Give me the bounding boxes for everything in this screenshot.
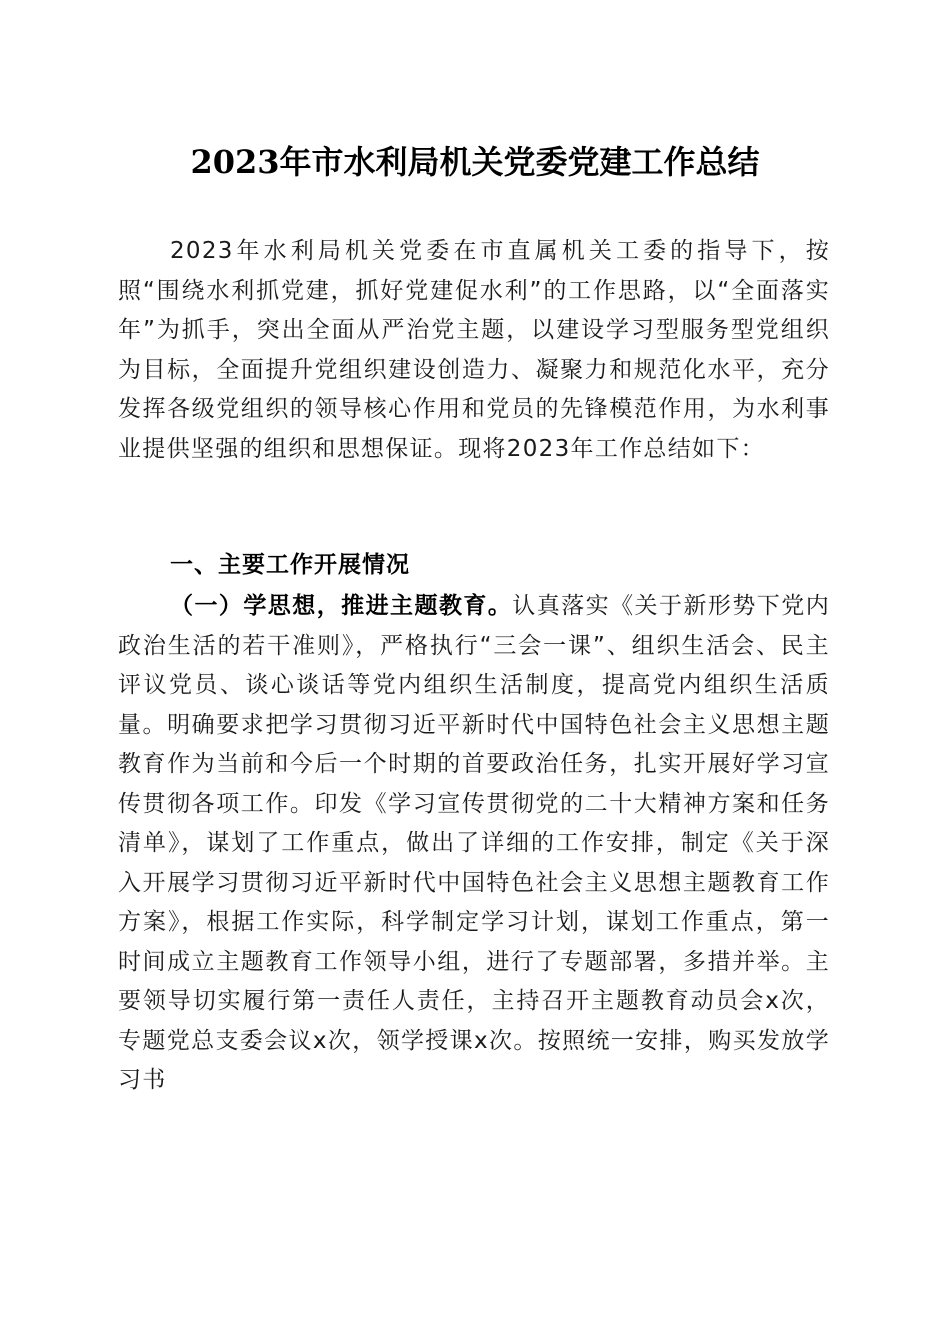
subsection-paragraph bbox=[118, 587, 830, 1101]
section-heading: 一、主要工作开展情况 bbox=[170, 552, 410, 578]
document-title: 2023年市水利局机关党委党建工作总结 bbox=[190, 143, 760, 181]
subsection-body: 认真落实《关于新形势下党内政治生活的若干准则》，严格执行“三会一课”、组织生活会、民主评议党员、谈心谈话等党内组织生活制度，提高党内组织生活质量。明确要求把学习贯彻习近平新时代中国特色社会主义思想主题教育作为当前和今后一个时期的首要政治任务，扎实开展好学习宣传贯彻各项工作。印发《学习宣传贯彻党的二十大精神方案和任务清单》，谋划了工作重点，做出了详细的工作安排，制定《关于深入开展学习贯彻习近平新时代中国特色社会主义思想主题教育工作方案》，根据工作实际，科学制定学习计划，谋划工作重点，第一时间成立主题教育工作领导小组，进行了专题部署，多措并举。主要领导切实履行第一责任人责任，主持召开主题教育动员会x次，专题党总支委会议x次，领学授课x次。按照统一安排，购买发放学习书 bbox=[118, 593, 830, 1093]
intro-paragraph: 2023年水利局机关党委在市直属机关工委的指导下，按照“围绕水利抓党建，抓好党建促水利”的工作思路，以“全面落实年”为抓手，突出全面从严治党主题，以建设学习型服务型党组织为目标，全面提升党组织建设创造力、凝聚力和规范化水平，充分发挥各级党组织的领导核心作用和党员的先锋模范作用，为水利事业提供坚强的组织和思想保证。现将2023年工作总结如下： bbox=[118, 238, 830, 462]
subsection-lead: （一）学思想，推进主题教育。 bbox=[170, 593, 513, 619]
